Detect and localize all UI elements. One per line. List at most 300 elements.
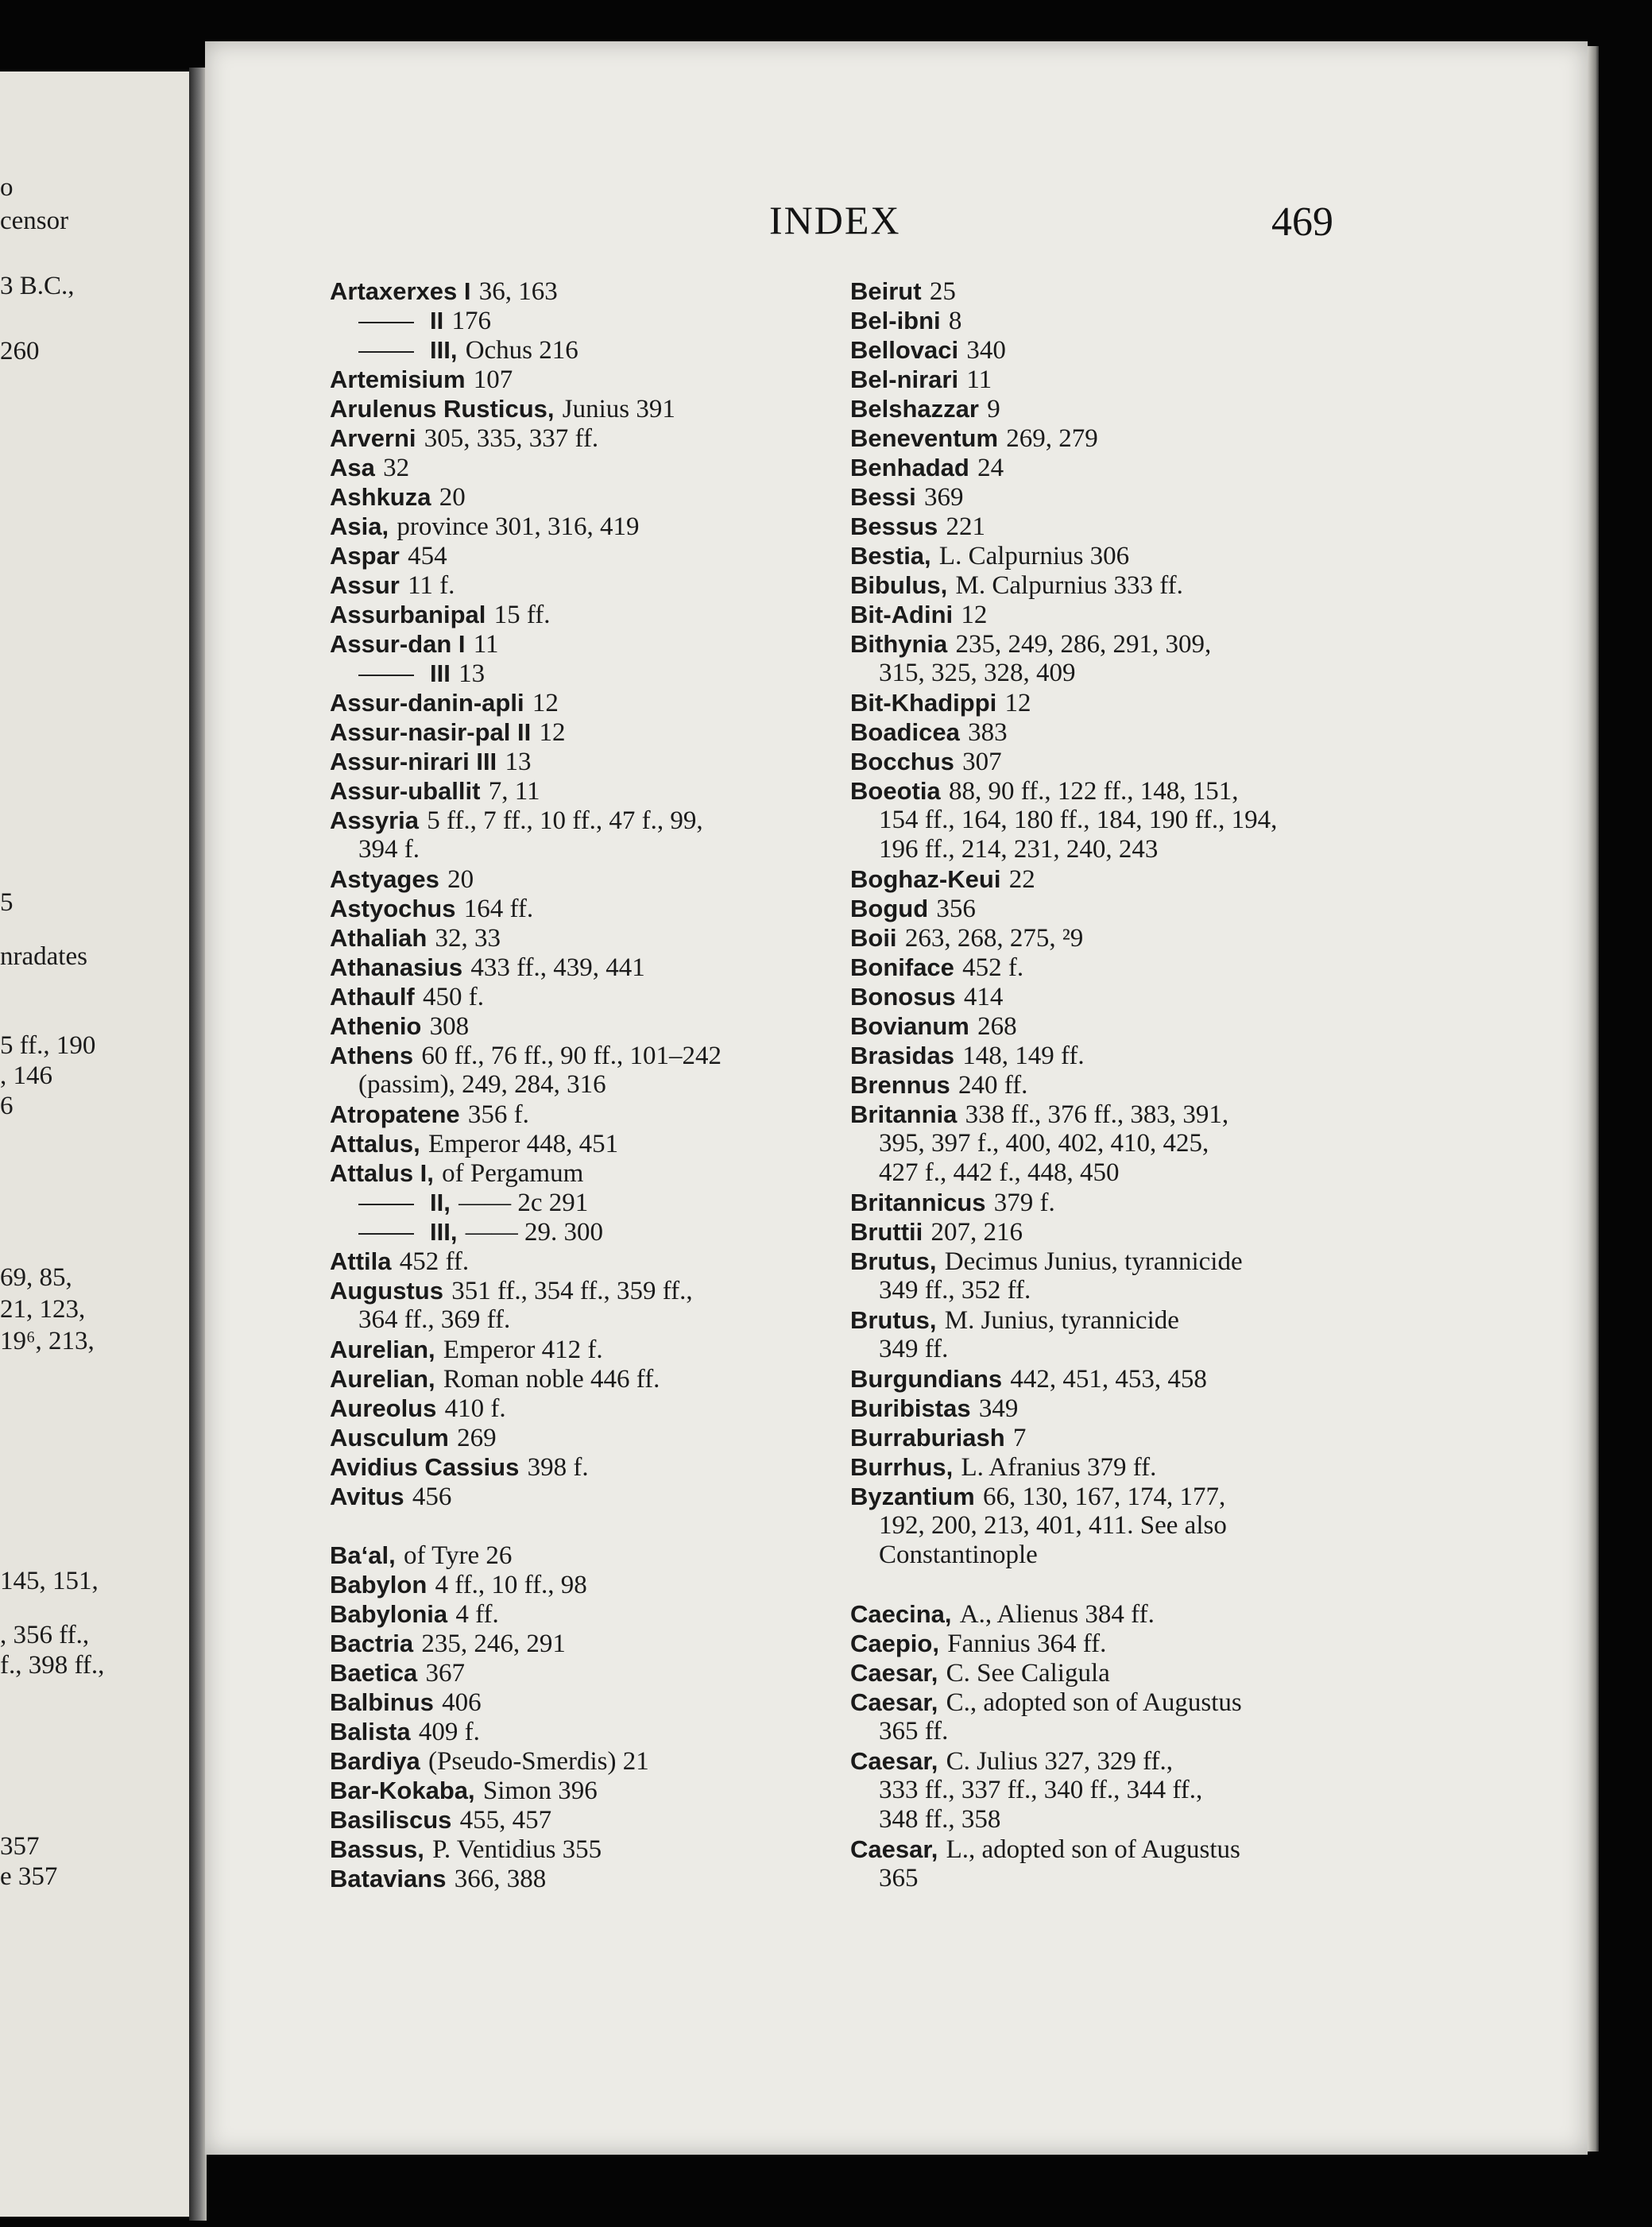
- index-headword: Babylon: [330, 1571, 428, 1599]
- index-locators: 11 f.: [408, 571, 455, 600]
- index-entry: [330, 923, 822, 953]
- index-locators: 235, 249, 286, 291, 309,: [955, 630, 1212, 659]
- index-headword: Ba‘al,: [330, 1541, 396, 1569]
- index-locators: 154 ff., 164, 180 ff., 184, 190 ff., 194,: [879, 806, 1278, 834]
- index-locators: of Pergamum: [442, 1159, 584, 1188]
- book-gutter: [189, 68, 207, 2221]
- index-headword: Bel-ibni: [850, 307, 941, 334]
- facing-page-text: nradates: [0, 942, 87, 971]
- index-entry: [330, 953, 822, 982]
- facing-page-text: 21, 123,: [0, 1295, 86, 1324]
- index-headword: Brasidas: [850, 1042, 954, 1069]
- index-headword: Attila: [330, 1247, 392, 1275]
- index-locators: 410 f.: [444, 1394, 506, 1423]
- facing-page-text: , 146: [0, 1061, 52, 1090]
- index-headword: Ashkuza: [330, 483, 431, 511]
- index-entry: [330, 1217, 822, 1247]
- index-entry: [330, 629, 822, 659]
- index-entry: [850, 1011, 1343, 1041]
- index-headword: Balbinus: [330, 1688, 434, 1716]
- index-entry-continuation: [850, 659, 1343, 688]
- index-headword: Bar-Kokaba,: [330, 1777, 475, 1804]
- index-headword: Astyages: [330, 865, 439, 893]
- index-locators: 20: [439, 483, 466, 512]
- index-entry: [330, 600, 822, 629]
- index-locators: 4 ff., 10 ff., 98: [435, 1571, 587, 1599]
- index-headword: Bessus: [850, 512, 938, 540]
- index-headword: Bestia,: [850, 542, 931, 570]
- index-entry: [330, 335, 822, 365]
- index-entry: [850, 923, 1343, 953]
- index-entry: [850, 1394, 1343, 1423]
- index-headword: Babylonia: [330, 1600, 448, 1628]
- index-entry: [330, 276, 822, 306]
- index-entry: [330, 1541, 822, 1570]
- index-locators: 60 ff., 76 ff., 90 ff., 101–242: [421, 1042, 722, 1070]
- index-entry: [330, 1364, 822, 1394]
- index-column-right: [850, 276, 1343, 1893]
- index-headword: Burraburiash: [850, 1424, 1005, 1452]
- index-entry-continuation: [850, 1129, 1343, 1158]
- index-locators: 192, 200, 213, 401, 411. See also: [879, 1511, 1227, 1540]
- index-entry: [850, 688, 1343, 717]
- index-headword: III,: [430, 336, 458, 364]
- index-entry-continuation: [850, 1276, 1343, 1305]
- index-locators: 366, 388: [454, 1865, 547, 1893]
- index-headword: Caesar,: [850, 1659, 938, 1687]
- index-entry: [850, 1482, 1343, 1511]
- index-locators: 32, 33: [435, 924, 501, 953]
- index-entry: [850, 1746, 1343, 1776]
- index-entry: [850, 482, 1343, 512]
- index-locators: 442, 451, 453, 458: [1010, 1365, 1207, 1394]
- index-entry-continuation: [850, 1511, 1343, 1541]
- index-locators: L., adopted son of Augustus: [946, 1835, 1240, 1864]
- index-headword: Bardiya: [330, 1747, 420, 1775]
- index-headword: Brennus: [850, 1071, 950, 1099]
- index-headword: Beirut: [850, 277, 922, 305]
- index-locators: 307: [962, 748, 1002, 776]
- index-locators: Decimus Junius, tyrannicide: [944, 1247, 1243, 1276]
- index-headword: Aspar: [330, 542, 400, 570]
- index-entry: [850, 629, 1343, 659]
- index-entry: [330, 1688, 822, 1717]
- index-locators: 364 ff., 369 ff.: [358, 1305, 511, 1334]
- index-headword: Arulenus Rusticus,: [330, 395, 555, 423]
- facing-page-text: 260: [0, 337, 40, 365]
- index-locators: 456: [412, 1483, 452, 1511]
- index-locators: 433 ff., 439, 441: [470, 953, 645, 982]
- index-locators: 365: [879, 1864, 919, 1893]
- index-locators: Emperor 412 f.: [443, 1336, 603, 1364]
- facing-page-text: 145, 151,: [0, 1567, 99, 1595]
- index-locators: 305, 335, 337 ff.: [424, 424, 599, 453]
- index-headword: III: [430, 659, 451, 687]
- page-edge: [1588, 46, 1599, 2152]
- index-locators: (passim), 249, 284, 316: [358, 1070, 606, 1099]
- index-headword: Atropatene: [330, 1100, 460, 1128]
- index-locators: 269, 279: [1006, 424, 1098, 453]
- index-entry: [330, 1041, 822, 1070]
- index-locators: 9: [987, 395, 1000, 423]
- index-entry: [850, 717, 1343, 747]
- page-number: 469: [1271, 199, 1333, 245]
- index-locators: 367: [425, 1659, 466, 1688]
- index-locators: Junius 391: [562, 395, 675, 423]
- index-entry-continuation: [330, 1070, 822, 1100]
- index-locators: 333 ff., 337 ff., 340 ff., 344 ff.,: [879, 1776, 1203, 1804]
- ditto-dash: [358, 1204, 414, 1205]
- letter-section-gap: [330, 1511, 822, 1541]
- index-headword: Bogud: [850, 895, 929, 922]
- index-entry: [330, 1452, 822, 1482]
- index-entry: [850, 512, 1343, 541]
- index-locators: Fannius 364 ff.: [947, 1630, 1107, 1658]
- index-headword: Athanasius: [330, 953, 463, 981]
- index-locators: M. Calpurnius 333 ff.: [955, 571, 1183, 600]
- index-entry: [850, 365, 1343, 394]
- index-entry: [330, 1011, 822, 1041]
- index-headword: Avidius Cassius: [330, 1453, 520, 1481]
- index-locators: Roman noble 446 ff.: [443, 1365, 660, 1394]
- index-entry: [330, 1247, 822, 1276]
- index-entry-continuation: [330, 835, 822, 864]
- index-entry: [330, 1100, 822, 1129]
- index-locators: 176: [451, 307, 491, 335]
- index-headword: Aurelian,: [330, 1336, 435, 1363]
- index-locators: 12: [961, 601, 988, 629]
- index-entry: [330, 1129, 822, 1158]
- index-entry: [330, 806, 822, 835]
- index-locators: 379 f.: [993, 1189, 1055, 1217]
- index-locators: P. Ventidius 355: [432, 1835, 602, 1864]
- index-locators: —— 2с 291: [458, 1189, 589, 1217]
- index-locators: 409 f.: [418, 1718, 480, 1746]
- index-headword: Assur-nasir-pal II: [330, 718, 532, 746]
- index-entry: [330, 894, 822, 923]
- index-entry: [850, 1835, 1343, 1864]
- index-entry: [330, 365, 822, 394]
- index-entry: [330, 1570, 822, 1599]
- index-locators: 13: [458, 659, 486, 688]
- index-entry: [330, 1746, 822, 1776]
- facing-page-fragment: [0, 72, 189, 2217]
- index-locators: 356 f.: [467, 1100, 529, 1129]
- index-entry: [330, 717, 822, 747]
- index-headword: Benhadad: [850, 454, 969, 481]
- index-headword: Asa: [330, 454, 375, 481]
- index-entry: [330, 306, 822, 335]
- index-locators: 452 ff.: [399, 1247, 470, 1276]
- index-entry: [850, 747, 1343, 776]
- index-headword: Astyochus: [330, 895, 456, 922]
- index-entry: [330, 747, 822, 776]
- facing-page-text: o: [0, 173, 14, 202]
- index-headword: Boii: [850, 924, 897, 952]
- facing-page-text: 5: [0, 888, 14, 917]
- index-headword: Assur: [330, 571, 400, 599]
- index-headword: Buribistas: [850, 1394, 971, 1422]
- index-headword: Bonosus: [850, 983, 956, 1011]
- index-entry: [850, 1041, 1343, 1070]
- index-entry: [850, 953, 1343, 982]
- index-entry: [330, 512, 822, 541]
- index-entry: [850, 1305, 1343, 1335]
- index-entry-continuation: [850, 806, 1343, 835]
- index-entry: [330, 541, 822, 570]
- index-locators: 269: [457, 1424, 497, 1452]
- index-locators: 365 ff.: [879, 1717, 949, 1746]
- facing-page-text: 69, 85,: [0, 1263, 72, 1292]
- index-entry: [850, 1688, 1343, 1717]
- index-locators: 452 f.: [962, 953, 1024, 982]
- index-entry-continuation: [330, 1305, 822, 1335]
- index-locators: 66, 130, 167, 174, 177,: [983, 1483, 1226, 1511]
- index-locators: 11: [966, 365, 992, 394]
- index-locators: 263, 268, 275, ²9: [904, 924, 1084, 953]
- index-locators: province 301, 316, 419: [397, 512, 640, 541]
- index-locators: 383: [968, 718, 1008, 747]
- index-headword: Caesar,: [850, 1747, 938, 1775]
- facing-page-text: , 356 ff.,: [0, 1621, 90, 1649]
- index-headword: Britannia: [850, 1100, 958, 1128]
- index-locators: 240 ff.: [958, 1071, 1028, 1100]
- index-locators: 369: [923, 483, 964, 512]
- index-headword: Britannicus: [850, 1189, 986, 1216]
- index-entry: [850, 394, 1343, 423]
- facing-page-text: f., 398 ff.,: [0, 1651, 105, 1680]
- index-headword: Artaxerxes I: [330, 277, 471, 305]
- index-locators: 7: [1012, 1424, 1027, 1452]
- index-headword: Batavians: [330, 1865, 447, 1893]
- ditto-dash: [358, 322, 414, 323]
- index-locators: 88, 90 ff., 122 ff., 148, 151,: [948, 777, 1239, 806]
- index-headword: Brutus,: [850, 1247, 937, 1275]
- index-entry: [330, 1717, 822, 1746]
- index-locators: —— 29. 300: [465, 1218, 603, 1247]
- index-locators: 349 ff.: [879, 1335, 949, 1363]
- index-locators: Emperor 448, 451: [428, 1130, 619, 1158]
- index-headword: Belshazzar: [850, 395, 979, 423]
- index-entry: [330, 1599, 822, 1629]
- index-entry: [850, 423, 1343, 453]
- index-locators: 455, 457: [459, 1806, 552, 1835]
- index-locators: 406: [442, 1688, 482, 1717]
- index-locators: 348 ff., 358: [879, 1805, 1001, 1834]
- index-headword: Caepio,: [850, 1630, 939, 1657]
- index-entry-continuation: [850, 1158, 1343, 1188]
- index-headword: Assur-nirari III: [330, 748, 497, 775]
- index-headword: Assurbanipal: [330, 601, 486, 628]
- index-locators: 13: [505, 748, 532, 776]
- index-entry: [850, 1188, 1343, 1217]
- index-headword: Avitus: [330, 1483, 404, 1510]
- index-headword: Athaulf: [330, 983, 415, 1011]
- index-headword: III,: [430, 1218, 458, 1246]
- index-locators: 338 ff., 376 ff., 383, 391,: [965, 1100, 1229, 1129]
- index-entry: [330, 453, 822, 482]
- index-entry-continuation: [850, 1805, 1343, 1835]
- facing-page-text: 6: [0, 1092, 14, 1120]
- index-entry: [850, 1217, 1343, 1247]
- index-entry: [850, 1070, 1343, 1100]
- index-entry: [850, 541, 1343, 570]
- index-headword: Basiliscus: [330, 1806, 452, 1834]
- index-headword: Byzantium: [850, 1483, 975, 1510]
- index-entry: [850, 276, 1343, 306]
- index-locators: 351 ff., 354 ff., 359 ff.,: [451, 1277, 693, 1305]
- index-locators: of Tyre 26: [403, 1541, 513, 1570]
- index-entry: [330, 1276, 822, 1305]
- index-headword: Athaliah: [330, 924, 428, 952]
- index-entry: [330, 394, 822, 423]
- index-locators: L. Afranius 379 ff.: [961, 1453, 1157, 1482]
- index-headword: Bit-Adini: [850, 601, 954, 628]
- index-locators: A., Alienus 384 ff.: [959, 1600, 1155, 1629]
- index-entry: [850, 1100, 1343, 1129]
- index-headword: Beneventum: [850, 424, 999, 452]
- index-entry-continuation: [850, 1541, 1343, 1570]
- index-entry: [330, 982, 822, 1011]
- index-entry: [850, 335, 1343, 365]
- index-entry: [330, 1335, 822, 1364]
- index-locators: M. Junius, tyrannicide: [944, 1306, 1179, 1335]
- index-entry: [850, 894, 1343, 923]
- index-entry: [330, 423, 822, 453]
- index-entry: [850, 1599, 1343, 1629]
- index-locators: 340: [966, 336, 1006, 365]
- index-locators: 427 f., 442 f., 448, 450: [879, 1158, 1120, 1187]
- ditto-dash: [358, 351, 414, 353]
- index-entry-continuation: [850, 835, 1343, 864]
- index-locators: 8: [948, 307, 962, 335]
- index-headword: Assur-uballit: [330, 777, 481, 805]
- index-entry: [330, 864, 822, 894]
- index-headword: Aurelian,: [330, 1365, 435, 1393]
- index-locators: C. Julius 327, 329 ff.,: [946, 1747, 1173, 1776]
- index-locators: 196 ff., 214, 231, 240, 243: [879, 835, 1159, 864]
- index-headword: Ausculum: [330, 1424, 449, 1452]
- index-locators: 11: [473, 630, 499, 659]
- index-locators: 36, 163: [478, 277, 558, 306]
- index-locators: 221: [946, 512, 986, 541]
- page-title: INDEX: [769, 198, 901, 242]
- index-headword: Assyria: [330, 806, 420, 834]
- index-locators: 356: [936, 895, 976, 923]
- facing-page-text: 5 ff., 190: [0, 1031, 96, 1060]
- index-locators: 308: [429, 1012, 470, 1041]
- index-locators: 5 ff., 7 ff., 10 ff., 47 f., 99,: [427, 806, 703, 835]
- index-locators: 22: [1008, 865, 1035, 894]
- index-entry: [850, 776, 1343, 806]
- index-entry: [330, 482, 822, 512]
- index-locators: C. See Caligula: [946, 1659, 1110, 1688]
- index-headword: Bactria: [330, 1630, 414, 1657]
- index-locators: L. Calpurnius 306: [938, 542, 1130, 570]
- index-headword: Bovianum: [850, 1012, 969, 1040]
- index-locators: 107: [473, 365, 513, 394]
- index-locators: 4 ff.: [455, 1600, 499, 1629]
- index-headword: Boeotia: [850, 777, 941, 805]
- index-headword: Artemisium: [330, 365, 466, 393]
- index-headword: Caecina,: [850, 1600, 952, 1628]
- index-headword: Baetica: [330, 1659, 418, 1687]
- index-headword: Attalus,: [330, 1130, 420, 1158]
- index-entry: [850, 864, 1343, 894]
- index-entry: [330, 1158, 822, 1188]
- index-locators: 349: [978, 1394, 1019, 1423]
- index-locators: 20: [447, 865, 474, 894]
- index-locators: 454: [408, 542, 447, 570]
- index-entry: [850, 600, 1343, 629]
- index-headword: Assur-dan I: [330, 630, 466, 658]
- index-entry: [330, 1394, 822, 1423]
- index-locators: 148, 149 ff.: [962, 1042, 1085, 1070]
- index-headword: Asia,: [330, 512, 389, 540]
- index-headword: Brutus,: [850, 1306, 937, 1334]
- facing-page-text: 357: [0, 1832, 40, 1861]
- index-locators: Ochus 216: [465, 336, 578, 365]
- index-entry: [850, 306, 1343, 335]
- index-locators: 349 ff., 352 ff.: [879, 1276, 1031, 1305]
- index-headword: II,: [430, 1189, 451, 1216]
- index-locators: C., adopted son of Augustus: [946, 1688, 1242, 1717]
- index-headword: Burrhus,: [850, 1453, 954, 1481]
- index-locators: 394 f.: [358, 835, 420, 864]
- index-locators: 32: [383, 454, 410, 482]
- index-headword: Bit-Khadippi: [850, 689, 997, 717]
- index-entry: [850, 982, 1343, 1011]
- ditto-dash: [358, 675, 414, 676]
- index-entry: [330, 1835, 822, 1864]
- facing-page-text: 3 B.C.,: [0, 272, 75, 300]
- index-entry-continuation: [850, 1335, 1343, 1364]
- index-headword: II: [430, 307, 444, 334]
- index-locators: 414: [963, 983, 1004, 1011]
- index-column-left: [330, 276, 822, 1893]
- index-locators: 315, 325, 328, 409: [879, 659, 1076, 687]
- index-locators: 12: [532, 689, 559, 717]
- index-locators: 268: [977, 1012, 1017, 1041]
- letter-section-gap: [850, 1570, 1343, 1599]
- index-headword: Bessi: [850, 483, 916, 511]
- index-headword: Caesar,: [850, 1688, 938, 1716]
- index-headword: Burgundians: [850, 1365, 1003, 1393]
- index-headword: Athens: [330, 1042, 414, 1069]
- facing-page-text: censor: [0, 207, 69, 235]
- index-locators: 12: [1004, 689, 1031, 717]
- index-locators: 25: [929, 277, 956, 306]
- index-entry: [850, 1364, 1343, 1394]
- index-headword: Bel-nirari: [850, 365, 959, 393]
- index-headword: Bocchus: [850, 748, 954, 775]
- index-entry: [850, 453, 1343, 482]
- index-locators: Constantinople: [879, 1541, 1038, 1569]
- index-entry: [850, 570, 1343, 600]
- index-entry: [850, 1629, 1343, 1658]
- index-entry: [330, 1482, 822, 1511]
- index-entry: [330, 1658, 822, 1688]
- index-entry: [850, 1247, 1343, 1276]
- index-entry: [330, 659, 822, 688]
- index-entry-continuation: [850, 1776, 1343, 1805]
- facing-page-text: e 357: [0, 1862, 58, 1891]
- index-headword: Balista: [330, 1718, 411, 1746]
- ditto-dash: [358, 1233, 414, 1235]
- index-entry: [330, 1805, 822, 1835]
- index-entry: [330, 1864, 822, 1893]
- index-locators: (Pseudo-Smerdis) 21: [428, 1747, 649, 1776]
